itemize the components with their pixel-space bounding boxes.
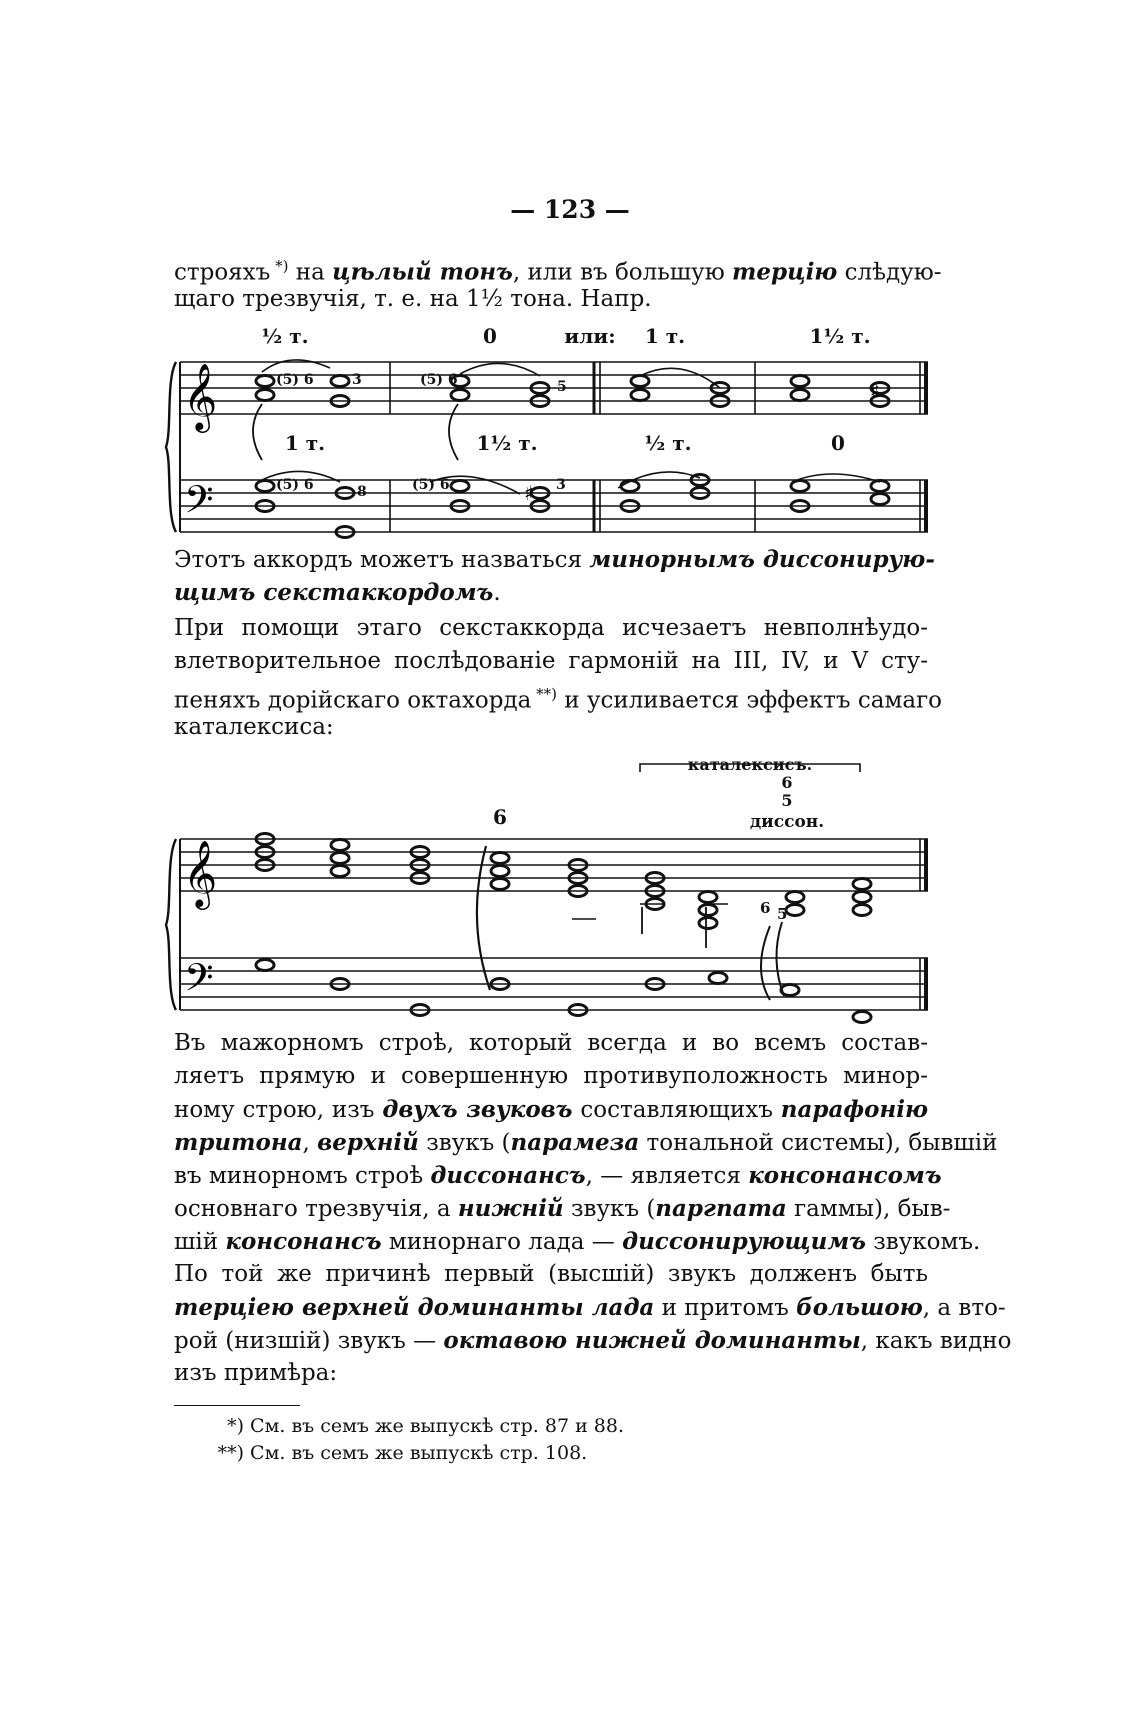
footnote-text: См. въ семъ же выпускѣ стр. 87 и 88. xyxy=(250,1415,625,1437)
text-run: составляющихъ xyxy=(572,1097,781,1123)
text-run: звукъ ( xyxy=(563,1196,656,1222)
text-run: и притомъ xyxy=(654,1295,797,1321)
figure-stack-6: 6 xyxy=(781,773,793,792)
figure-stack-5: 5 xyxy=(781,791,793,810)
dissonance-label: диссон. xyxy=(749,812,825,832)
emphasis-text: диссонирующимъ xyxy=(622,1228,866,1255)
text-line xyxy=(174,1192,951,1225)
emphasis-text: парамеза xyxy=(510,1129,640,1156)
emphasis-text: большою xyxy=(796,1294,923,1321)
text-line xyxy=(174,1060,928,1093)
text-line xyxy=(174,1258,928,1291)
text-run: По той же причинѣ первый (высшій) звукъ долженъ быть xyxy=(174,1261,928,1287)
label-bottom-1: 1 т. xyxy=(284,431,326,455)
katalexis-label: каталексисъ. xyxy=(687,755,813,774)
footnote-ref: *) xyxy=(270,257,289,275)
treble-staff-2 xyxy=(180,839,928,891)
treble-clef-icon: 𝄞 xyxy=(183,839,218,907)
bass-staff-2 xyxy=(180,958,928,1010)
emphasis-text: консонансомъ xyxy=(748,1162,942,1189)
emphasis-text: консонансъ xyxy=(225,1228,382,1255)
footnote-rule xyxy=(174,1405,300,1406)
text-run: , какъ видно xyxy=(860,1328,1012,1354)
label-one-tone: 1 т. xyxy=(644,324,686,348)
emphasis-text: минорнымъ диссонирую- xyxy=(589,546,935,573)
notes-example-2 xyxy=(256,834,871,1023)
footnote-2 xyxy=(214,1442,587,1464)
text-line xyxy=(174,1225,981,1258)
emphasis-text: паргпата xyxy=(655,1195,787,1222)
text-run: минорнаго лада — xyxy=(381,1229,623,1255)
emphasis-text: щимъ секстаккордомъ xyxy=(174,579,494,606)
figure-bass: 3 xyxy=(556,477,566,493)
text-run: При помощи этаго секстаккорда исчезаетъ невполнѣудо- xyxy=(174,615,928,641)
text-run: гаммы), быв- xyxy=(786,1196,951,1222)
text-run: звукъ ( xyxy=(418,1130,511,1156)
text-run: на xyxy=(288,259,333,286)
emphasis-text: терцію xyxy=(732,258,838,286)
text-line xyxy=(174,1159,942,1192)
label-one-half-tone: 1½ т. xyxy=(809,324,871,348)
paragraph-4 xyxy=(174,1027,1012,1390)
text-run: щаго трезвучія, т. е. на 1½ тона. Напр. xyxy=(174,286,652,312)
treble-clef-icon: 𝄞 xyxy=(183,362,218,430)
figure-bass: 3 xyxy=(352,372,362,388)
text-line xyxy=(174,1027,928,1060)
sharp-icon: ♯ xyxy=(524,481,534,505)
label-or: или: xyxy=(564,324,616,348)
text-run: строяхъ xyxy=(174,259,271,286)
text-line xyxy=(174,1324,1012,1357)
label-bottom-2: 1½ т. xyxy=(476,431,538,455)
label-bottom-3: ½ т. xyxy=(644,431,692,455)
text-run: , а вто- xyxy=(922,1295,1006,1321)
text-run: , xyxy=(302,1130,318,1156)
figure-bass: 5 xyxy=(557,379,567,395)
text-run: , — является xyxy=(585,1163,749,1189)
label-half-tone: ½ т. xyxy=(261,324,309,348)
text-run: . xyxy=(493,580,501,606)
figure-bass: (5) 6 xyxy=(276,372,314,388)
emphasis-text: парафонію xyxy=(780,1096,928,1123)
text-run: влетворительное послѣдованіе гармоній на III, IV, и V сту- xyxy=(174,648,928,674)
emphasis-text: диссонансъ xyxy=(430,1162,586,1189)
emphasis-text: верхній xyxy=(317,1129,419,1156)
text-line xyxy=(174,1291,1006,1324)
text-run: , или въ большую xyxy=(512,259,733,286)
footnote-ref: **) xyxy=(531,685,557,703)
text-run: каталексиса: xyxy=(174,714,334,740)
text-run: въ минорномъ строѣ xyxy=(174,1163,431,1189)
text-run: Въ мажорномъ строѣ, который всегда и во всемъ состав- xyxy=(174,1030,928,1056)
text-line xyxy=(174,1126,998,1159)
text-line xyxy=(174,1093,928,1126)
inline-figure-6: 6 xyxy=(760,899,771,917)
emphasis-text: тритона xyxy=(174,1129,303,1156)
label-bottom-4: 0 xyxy=(831,431,845,455)
figure-six: 6 xyxy=(493,805,507,829)
text-run: Этотъ аккордъ можетъ назваться xyxy=(174,547,590,573)
text-run: основнаго трезвучія, а xyxy=(174,1196,458,1222)
page-number: — 123 — xyxy=(510,195,630,224)
text-run: ляетъ прямую и совершенную противуположность минор- xyxy=(174,1063,928,1089)
text-run: рой (низшій) звукъ — xyxy=(174,1328,444,1354)
bass-clef-icon: 𝄢 xyxy=(184,955,214,1009)
bass-clef-icon: 𝄢 xyxy=(184,477,214,531)
text-line xyxy=(174,1357,928,1390)
text-run: звукомъ. xyxy=(865,1229,981,1255)
footnote-mark: **) xyxy=(217,1442,244,1464)
inline-figure-5: 5 xyxy=(777,905,788,923)
footnote-text: См. въ семъ же выпускѣ стр. 108. xyxy=(250,1442,588,1464)
emphasis-text: нижній xyxy=(457,1195,564,1222)
sharp-icon: ♯ xyxy=(870,379,880,403)
text-run: шій xyxy=(174,1229,226,1255)
figure-bass: (5) 6 xyxy=(276,477,314,493)
text-run: слѣдую- xyxy=(837,259,942,286)
emphasis-text: октавою нижней доминанты xyxy=(443,1327,861,1354)
figure-bass: (5) 6 xyxy=(420,372,458,388)
emphasis-text: терціею верхней доминанты лада xyxy=(174,1294,655,1321)
text-run: изъ примѣра: xyxy=(174,1360,338,1386)
figure-bass: 8 xyxy=(357,484,367,500)
text-run: ному строю, изъ xyxy=(174,1097,383,1123)
label-zero: 0 xyxy=(483,324,497,348)
text-run: пеняхъ дорійскаго октахорда xyxy=(174,687,532,714)
footnote-mark: *) xyxy=(227,1415,244,1437)
footnote-1 xyxy=(214,1415,624,1437)
emphasis-text: двухъ звуковъ xyxy=(382,1096,573,1123)
figure-bass: (5) 6 xyxy=(412,477,450,493)
text-run: тональной системы), бывшій xyxy=(639,1130,998,1156)
text-run: и усиливается эффектъ самаго xyxy=(557,687,942,714)
emphasis-text: цѣлый тонъ xyxy=(332,258,513,286)
